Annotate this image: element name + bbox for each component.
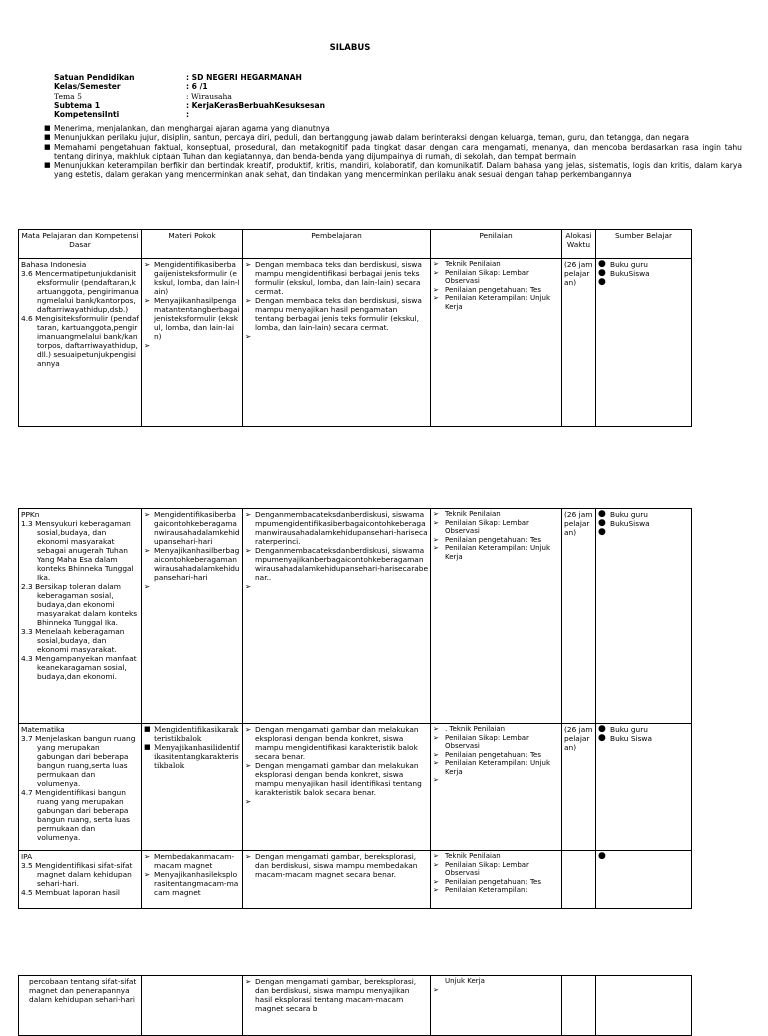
dot-bullet-icon: ●: [598, 259, 606, 269]
arrow-bullet-icon: ➢: [433, 733, 439, 742]
arrow-bullet-icon: ➢: [433, 535, 439, 544]
square-bullet-icon: ■: [144, 725, 151, 733]
syllabus-table-1: [18, 229, 692, 427]
arrow-bullet-icon: ➢: [433, 260, 439, 268]
arrow-bullet-icon: ➢: [144, 870, 151, 879]
arrow-bullet-icon: ➢: [245, 510, 252, 519]
arrow-bullet-icon: ➢: [433, 750, 439, 759]
sumber-cell: ● Buku guru ● BukuSiswa ●: [596, 259, 692, 427]
header-cell: Sumber Belajar: [596, 230, 692, 259]
header-cell: Mata Pelajaran dan Kompetensi Dasar: [19, 230, 142, 259]
sumber-cell: [596, 976, 692, 1036]
table-row: [19, 976, 692, 1036]
arrow-bullet-icon: ➢: [433, 544, 439, 552]
dot-bullet-icon: ●: [598, 733, 606, 743]
pembelajaran-cell: ➢ Denganmembacateksdanberdiskusi, siswamampumengidentifikasiberbagaicontohkeberagamanwirausahadalamkehidupansehari-harisecaraterperinci. ➢ Denganmembacateksdanberdiskusi, siswamampumenyajikanberbagaicontohkeberagamanwirausahadalamkehidupansehari-harisecarabenar.. ➢: [243, 509, 431, 724]
table-row: [19, 509, 692, 724]
arrow-bullet-icon: ➢: [433, 852, 439, 860]
pembelajaran-cell: ➢ Dengan membaca teks dan berdiskusi, siswa mampu mengidentifikasi berbagai jenis teks formulir (ekskul, lomba, dan lain-lain) secara cermat. ➢ Dengan membaca teks dan berdiskusi, siswa mampu menyajikan hasil pengamatan tentang berbagai jenis teks formulir (ekskul, lomba, dan lain-lain) secara cermat. ➢: [243, 259, 431, 427]
arrow-bullet-icon: ➢: [433, 877, 439, 886]
table-row: [19, 724, 692, 851]
arrow-bullet-icon: ➢: [245, 296, 252, 305]
list-item: ■ Menunjukkan perilaku jujur, disiplin, santun, percaya diri, peduli, dan bertanggung jawab dalam berinteraksi dengan keluarga, teman, guru, dan tetangga, dan negara: [44, 133, 690, 143]
header-cell: Materi Pokok: [142, 230, 243, 259]
square-bullet-icon: ■: [44, 161, 51, 170]
list-item: ■ Memahami pengetahuan faktual, konseptual, prosedural, dan metakognitif pada tingkat dasar dengan cara mengamati, menanya, dan mencoba berdasarkan rasa ingin tahu tentang dirinya, makhluk ciptaan Tuhan dan kegiatannya, dan benda-benda yang dijumpainya di rumah, di sekolah, dan tempat bermain: [44, 142, 742, 161]
dot-bullet-icon: ●: [598, 277, 606, 287]
arrow-bullet-icon: ➢: [433, 759, 439, 767]
kompetensi-inti-list: [44, 124, 742, 180]
arrow-bullet-icon: ➢: [433, 886, 439, 894]
arrow-bullet-icon: ➢: [433, 725, 439, 733]
penilaian-cell: ➢ . Teknik Penilaian ➢ Penilaian Sikap: Lembar Observasi ➢ Penilaian pengetahuan: Tes ➢ Penilaian Keterampilan: Unjuk Kerja ➢: [431, 724, 562, 851]
table-row: [19, 851, 692, 909]
arrow-bullet-icon: ➢: [245, 332, 252, 341]
arrow-bullet-icon: ➢: [245, 852, 252, 861]
arrow-bullet-icon: ➢: [144, 852, 151, 861]
dot-bullet-icon: ●: [598, 724, 606, 734]
identity-key: KompetensiInti: [54, 110, 120, 120]
header-cell: Pembelajaran: [243, 230, 431, 259]
identity-value: :: [186, 110, 190, 120]
materi-cell: ➢ Mengidentifikasiberbagaicontohkeberagamanwirausahadalamkehidupansehari-hari ➢ Menyajikanhasilberbagaicontohkeberagamanwirausahadalamkehidupansehari-hari ➢: [142, 509, 243, 724]
table-row: [19, 259, 692, 427]
header-cell: Alokasi Waktu: [562, 230, 596, 259]
alokasi-cell: [562, 851, 596, 909]
dot-bullet-icon: ●: [598, 268, 606, 278]
arrow-bullet-icon: ➢: [433, 285, 439, 294]
kd-cell: IPA 3.5 Mengidentifikasi sifat-sifat magnet dalam kehidupan sehari-hari. 4.5 Membuat laporan hasil: [19, 851, 142, 909]
alokasi-cell: (26 jam pelajaran): [562, 259, 596, 427]
penilaian-cell: ➢ Teknik Penilaian ➢ Penilaian Sikap: Lembar Observasi ➢ Penilaian pengetahuan: Tes ➢ Penilaian Keterampilan: Unjuk Kerja: [431, 509, 562, 724]
arrow-bullet-icon: ➢: [144, 510, 151, 519]
identity-value: : KerjaKerasBerbuahKesuksesan: [186, 100, 325, 110]
identity-value: : SD NEGERI HEGARMANAH: [186, 73, 302, 82]
square-bullet-icon: ■: [44, 142, 51, 151]
materi-cell: ➢ Membedakanmacam-macam magnet ➢ Menyajikanhasileksplorasitentangmacam-macam magnet: [142, 851, 243, 909]
syllabus-table-3: [18, 975, 692, 1036]
arrow-bullet-icon: ➢: [144, 296, 151, 305]
kd-cell: Bahasa Indonesia 3.6 Mencermatipetunjukdanisiteksformulir (pendaftaran,kartuanggota, pengirimanuangmelalui bank/kantorpos, daftarriwayathidup,dsb.) 4.6 Mengisiteksformulir (pendaftaran, kartuanggota,pengirimanuangmelalui bank/kantorpos, daftarriwayathidup, dll.) sesuaipetunjukpengisiannya: [19, 259, 142, 427]
penilaian-cell: ➢ Teknik Penilaian ➢ Penilaian Sikap: Lembar Observasi ➢ Penilaian pengetahuan: Tes ➢ Penilaian Keterampilan: Unjuk Kerja: [431, 259, 562, 427]
materi-cell: ■ Mengidentifikasikarakteristikbalok ■ Menyajikanhasilidentifikasitentangkarakteristikbalok: [142, 724, 243, 851]
penilaian-cell: ➢ Teknik Penilaian ➢ Penilaian Sikap: Lembar Observasi ➢ Penilaian pengetahuan: Tes ➢ Penilaian Keterampilan:: [431, 851, 562, 909]
square-bullet-icon: ■: [44, 133, 51, 142]
pembelajaran-cell: ➢ Dengan mengamati gambar, bereksplorasi, dan berdiskusi, siswa mampu membedakan macam-macam magnet secara benar.: [243, 851, 431, 909]
arrow-bullet-icon: ➢: [144, 341, 151, 350]
arrow-bullet-icon: ➢: [433, 776, 439, 784]
arrow-bullet-icon: ➢: [245, 725, 252, 734]
identity-block: [54, 73, 754, 119]
dot-bullet-icon: ●: [598, 518, 606, 528]
sumber-cell: [596, 851, 692, 909]
dot-bullet-icon: ●: [598, 527, 606, 537]
arrow-bullet-icon: ➢: [433, 518, 439, 527]
arrow-bullet-icon: ➢: [433, 294, 439, 302]
arrow-bullet-icon: ➢: [433, 985, 439, 994]
page-title: SILABUS: [329, 43, 371, 53]
kd-cell: percobaan tentang sifat-sifat magnet dan penerapannya dalam kehidupan sehari-hari: [19, 976, 142, 1036]
alokasi-cell: (26 jam pelajaran): [562, 509, 596, 724]
sumber-cell: ● Buku guru ● Buku Siswa: [596, 724, 692, 851]
table-header-row: [19, 230, 692, 259]
identity-key: Kelas/Semester: [54, 82, 121, 92]
arrow-bullet-icon: ➢: [245, 260, 252, 269]
square-bullet-icon: ■: [44, 124, 51, 132]
identity-value: : Wirausaha: [186, 91, 232, 101]
arrow-bullet-icon: ➢: [144, 260, 151, 269]
arrow-bullet-icon: ➢: [245, 977, 252, 986]
kd-cell: PPKn 1.3 Mensyukuri keberagaman sosial,budaya, dan ekonomi masyarakat sebagai anugerah Tuhan Yang Maha Esa dalam konteks Bhinneka Tunggal Ika. 2.3 Bersikap toleran dalam keberagaman sosial, budaya,dan ekonomi masyarakat dalam konteks Bhinneka Tunggal Ika. 3.3 Menelaah keberagaman sosial,budaya, dan ekonomi masyarakat. 4.3 Mengampanyekan manfaat keanekaragaman sosial, budaya,dan ekonomi.: [19, 509, 142, 724]
arrow-bullet-icon: ➢: [245, 761, 252, 770]
arrow-bullet-icon: ➢: [433, 860, 439, 869]
arrow-bullet-icon: ➢: [245, 797, 252, 806]
syllabus-table-2: [18, 508, 692, 909]
dot-bullet-icon: ●: [598, 509, 606, 519]
alokasi-cell: [562, 976, 596, 1036]
penilaian-cell: Unjuk Kerja ➢: [431, 976, 562, 1036]
arrow-bullet-icon: ➢: [245, 546, 252, 555]
identity-value: : 6 /1: [186, 82, 208, 92]
dot-bullet-icon: ●: [598, 851, 606, 861]
list-item: ■ Menerima, menjalankan, dan menghargai ajaran agama yang dianutnya: [44, 124, 330, 133]
materi-cell: [142, 976, 243, 1036]
identity-key: Tema 5: [54, 91, 82, 101]
square-bullet-icon: ■: [144, 743, 151, 751]
arrow-bullet-icon: ➢: [144, 582, 151, 591]
arrow-bullet-icon: ➢: [245, 582, 252, 591]
list-item: ■ Menunjukkan keterampilan berfikir dan bertindak kreatif, produktif, kritis, mandiri, kolaboratif, dan komunikatif. Dalam bahasa yang jelas, sistematis, logis dan kritis, dalam karya yang estetis, dalam gerakan yang mencerminkan anak sehat, dan tindakan yang mencerminkan perilaku anak sesuai dengan tahap perkembangannya: [44, 161, 742, 180]
alokasi-cell: (26 jam pelajaran): [562, 724, 596, 851]
header-cell: Penilaian: [431, 230, 562, 259]
arrow-bullet-icon: ➢: [433, 510, 439, 518]
arrow-bullet-icon: ➢: [144, 546, 151, 555]
identity-key: Satuan Pendidikan: [54, 73, 135, 82]
pembelajaran-cell: ➢ Dengan mengamati gambar, bereksplorasi, dan berdiskusi, siswa mampu menyajikan hasil eksplorasi tentang macam-macam magnet secara b: [243, 976, 431, 1036]
pembelajaran-cell: ➢ Dengan mengamati gambar dan melakukan eksplorasi dengan benda konkret, siswa mampu mengidentifikasi karakteristik balok secara benar. ➢ Dengan mengamati gambar dan melakukan eksplorasi dengan benda konkret, siswa mampu menyajikan hasil identifikasi tentang karakteristik balok secara benar. ➢: [243, 724, 431, 851]
materi-cell: ➢ Mengidentifikasiberbagaijenisteksformulir (ekskul, lomba, dan lain-lain) ➢ Menyajikanhasilpengamatantentangberbagaijenisteksformulir (ekskul, lomba, dan lain-lain) ➢: [142, 259, 243, 427]
arrow-bullet-icon: ➢: [433, 268, 439, 277]
kd-cell: Matematika 3.7 Menjelaskan bangun ruang yang merupakan gabungan dari beberapa bangun ruang,serta luas permukaan dan volumenya. 4.7 Mengidentifikasi bangun ruang yang merupakan gabungan dari beberapa bangun ruang, serta luas permukaan dan volumenya.: [19, 724, 142, 851]
sumber-cell: ● Buku guru ● BukuSiswa ●: [596, 509, 692, 724]
identity-key: Subtema 1: [54, 100, 101, 110]
